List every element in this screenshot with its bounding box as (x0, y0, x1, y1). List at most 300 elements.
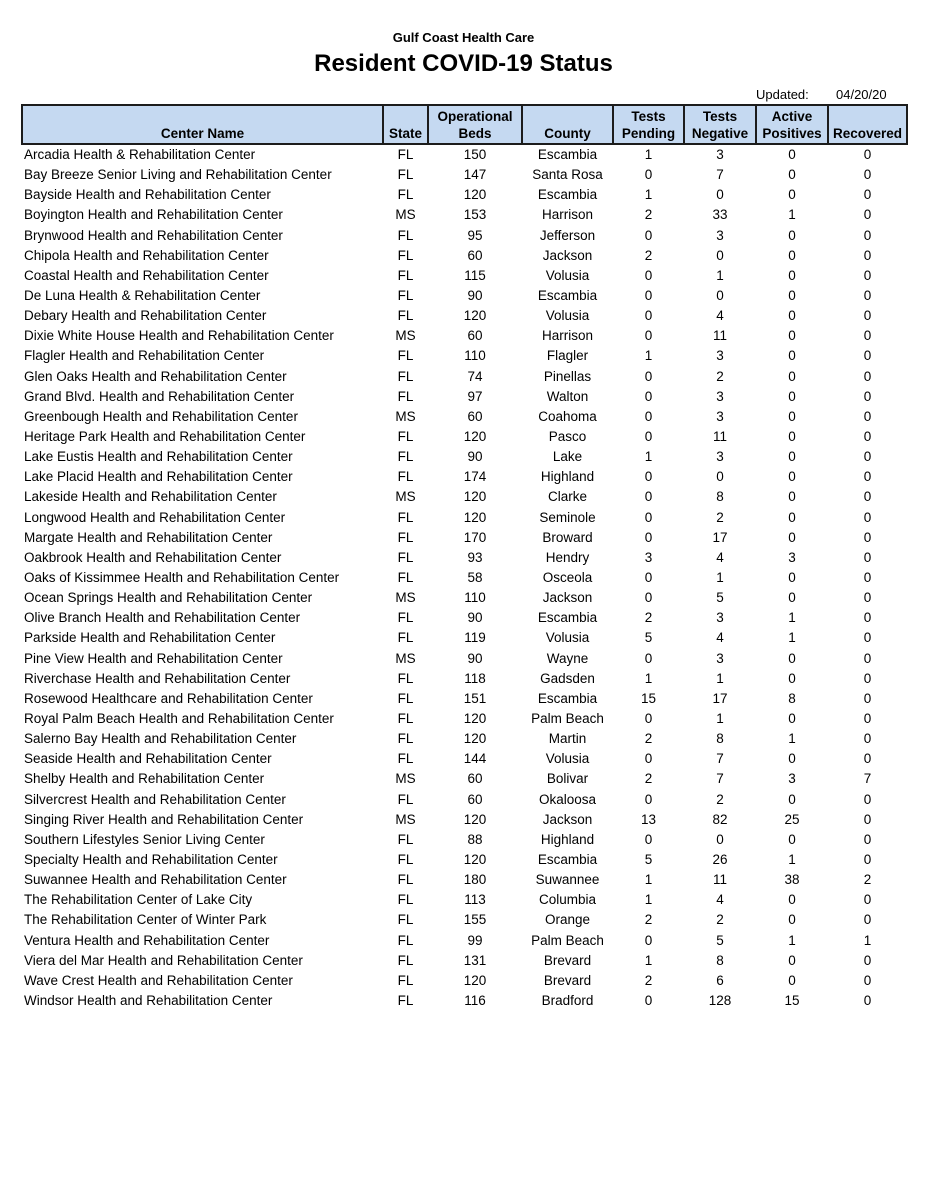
cell-recovered: 2 (863, 872, 872, 888)
cell-county: Jackson (542, 590, 593, 606)
cell-center-name: Lakeside Health and Rehabilitation Center (24, 489, 277, 505)
cell-operational-beds: 120 (463, 711, 487, 726)
cell-county: Bolivar (546, 771, 589, 787)
table-row (22, 165, 907, 185)
cell-recovered: 7 (863, 771, 872, 787)
cell-operational-beds: 60 (467, 247, 483, 263)
cell-active-positives: 0 (788, 489, 796, 505)
cell-tests-pending: 0 (644, 992, 653, 1008)
cell-recovered: 0 (863, 992, 872, 1008)
table-row (22, 830, 907, 850)
cell-state: FL (397, 892, 414, 908)
cell-tests-pending: 0 (644, 288, 653, 304)
cell-county: Gadsden (540, 670, 595, 686)
cell-tests-negative: 17 (712, 690, 728, 706)
cell-operational-beds: 151 (463, 690, 487, 706)
cell-tests-negative: 3 (716, 388, 724, 404)
cell-active-positives: 38 (784, 872, 800, 888)
cell-tests-negative: 3 (716, 227, 724, 243)
status-table (21, 104, 908, 1011)
cell-active-positives: 1 (788, 932, 796, 948)
cell-center-name: Olive Branch Health and Rehabilitation Center (24, 610, 301, 626)
cell-recovered: 0 (863, 791, 872, 807)
cell-tests-pending: 0 (644, 227, 653, 243)
cell-state: FL (397, 449, 414, 465)
cell-county: Escambia (537, 610, 598, 626)
cell-county: Suwannee (535, 872, 600, 888)
table-row (22, 991, 907, 1011)
cell-operational-beds: 120 (463, 972, 487, 988)
table-row (22, 810, 907, 830)
cell-recovered: 0 (863, 147, 872, 163)
table-row (22, 427, 907, 447)
table-row (22, 870, 907, 890)
cell-operational-beds: 180 (463, 872, 487, 888)
cell-tests-negative: 2 (716, 912, 724, 928)
table-header-row (22, 105, 907, 144)
column-header-operational-beds (428, 105, 522, 144)
cell-county: Pasco (548, 429, 587, 445)
cell-state: FL (397, 308, 414, 324)
cell-recovered: 0 (863, 851, 872, 867)
column-header-county: County (522, 105, 613, 144)
cell-tests-pending: 0 (644, 267, 653, 283)
cell-county: Santa Rosa (532, 167, 603, 183)
cell-tests-pending: 1 (644, 670, 653, 686)
cell-center-name: The Rehabilitation Center of Winter Park (24, 912, 267, 928)
cell-tests-pending: 0 (644, 509, 653, 525)
cell-state: FL (397, 952, 414, 968)
cell-state: FL (397, 670, 414, 686)
cell-tests-negative: 0 (716, 187, 724, 203)
cell-tests-pending: 15 (640, 690, 657, 706)
table-row (22, 689, 907, 709)
cell-tests-pending: 0 (644, 429, 653, 445)
cell-county: Martin (548, 731, 587, 747)
cell-center-name: Bay Breeze Senior Living and Rehabilitation Center (24, 167, 332, 183)
cell-county: Brevard (543, 952, 592, 968)
cell-active-positives: 8 (788, 690, 796, 706)
cell-center-name: Brynwood Health and Rehabilitation Center (24, 227, 283, 243)
cell-tests-negative: 8 (716, 489, 724, 505)
cell-tests-negative: 3 (716, 408, 724, 424)
cell-recovered: 0 (863, 469, 872, 485)
cell-state: FL (397, 147, 414, 163)
cell-tests-negative: 1 (716, 711, 724, 726)
cell-tests-pending: 0 (644, 570, 653, 586)
cell-center-name: Southern Lifestyles Senior Living Center (24, 831, 265, 847)
cell-operational-beds: 58 (467, 570, 483, 586)
cell-county: Escambia (537, 187, 598, 203)
cell-tests-pending: 0 (644, 831, 653, 847)
cell-state: FL (397, 630, 414, 646)
cell-county: Columbia (538, 892, 597, 908)
cell-center-name: Ventura Health and Rehabilitation Center (24, 932, 270, 948)
cell-center-name: The Rehabilitation Center of Lake City (24, 892, 253, 908)
cell-center-name: Riverchase Health and Rehabilitation Center (24, 670, 291, 686)
cell-operational-beds: 60 (467, 771, 483, 787)
cell-center-name: Windsor Health and Rehabilitation Center (24, 992, 273, 1008)
cell-tests-pending: 0 (644, 167, 653, 183)
cell-recovered: 0 (863, 590, 872, 606)
cell-operational-beds: 90 (467, 650, 483, 666)
cell-active-positives: 0 (788, 791, 796, 807)
cell-center-name: Oaks of Kissimmee Health and Rehabilitation Center (24, 570, 340, 586)
cell-active-positives: 0 (788, 167, 796, 183)
cell-tests-negative: 4 (716, 549, 724, 565)
cell-center-name: Margate Health and Rehabilitation Center (24, 529, 273, 545)
cell-center-name: Coastal Health and Rehabilitation Center (24, 267, 269, 283)
cell-operational-beds: 174 (463, 469, 487, 485)
cell-state: FL (397, 751, 414, 767)
cell-tests-negative: 128 (708, 992, 732, 1008)
cell-county: Volusia (545, 308, 590, 324)
cell-active-positives: 0 (788, 650, 796, 666)
cell-center-name: Pine View Health and Rehabilitation Center (24, 650, 283, 666)
cell-recovered: 0 (863, 187, 872, 203)
organization-name: Gulf Coast Health Care (392, 30, 535, 45)
cell-tests-pending: 1 (644, 872, 653, 888)
cell-active-positives: 0 (788, 288, 796, 304)
cell-center-name: Dixie White House Health and Rehabilitation Center (24, 328, 334, 344)
cell-county: Osceola (542, 570, 593, 586)
cell-tests-negative: 5 (716, 590, 724, 606)
cell-tests-negative: 4 (716, 892, 724, 908)
cell-county: Volusia (545, 751, 590, 767)
cell-tests-negative: 3 (716, 348, 724, 364)
cell-tests-negative: 7 (716, 771, 724, 787)
cell-tests-pending: 1 (644, 348, 653, 364)
cell-tests-pending: 1 (644, 147, 653, 163)
cell-tests-negative: 0 (716, 247, 724, 263)
cell-state: FL (397, 610, 414, 626)
cell-center-name: Wave Crest Health and Rehabilitation Center (24, 972, 293, 988)
cell-operational-beds: 155 (463, 912, 487, 928)
cell-active-positives: 3 (788, 549, 796, 565)
column-header-active-positives-line1: Active (771, 109, 813, 124)
cell-state: FL (397, 348, 414, 364)
table-row (22, 306, 907, 326)
cell-recovered: 0 (863, 388, 872, 404)
cell-tests-pending: 0 (644, 590, 653, 606)
cell-recovered: 0 (863, 429, 872, 445)
cell-recovered: 0 (863, 630, 872, 646)
cell-center-name: Ocean Springs Health and Rehabilitation Center (24, 590, 313, 606)
cell-county: Highland (540, 469, 595, 485)
cell-center-name: Longwood Health and Rehabilitation Center (24, 509, 286, 525)
cell-state: FL (397, 167, 414, 183)
cell-state: MS (395, 771, 416, 787)
cell-active-positives: 0 (788, 388, 796, 404)
cell-operational-beds: 74 (467, 368, 483, 384)
cell-operational-beds: 115 (464, 267, 486, 283)
cell-state: MS (395, 328, 416, 344)
cell-active-positives: 0 (788, 509, 796, 525)
table-row (22, 729, 907, 749)
cell-tests-pending: 0 (644, 791, 653, 807)
table-row (22, 346, 907, 366)
cell-active-positives: 1 (788, 851, 796, 867)
cell-recovered: 0 (863, 328, 872, 344)
table-row (22, 447, 907, 467)
cell-tests-negative: 7 (716, 751, 724, 767)
cell-state: FL (397, 851, 414, 867)
table-row (22, 588, 907, 608)
cell-state: MS (395, 650, 416, 666)
cell-operational-beds: 110 (464, 590, 486, 606)
table-row (22, 850, 907, 870)
cell-tests-pending: 2 (644, 771, 653, 787)
cell-tests-pending: 3 (644, 549, 653, 565)
cell-operational-beds: 60 (467, 328, 483, 344)
cell-state: FL (397, 912, 414, 928)
table-body (22, 144, 907, 1011)
cell-operational-beds: 120 (463, 429, 487, 445)
cell-tests-pending: 5 (644, 630, 653, 646)
cell-state: FL (397, 429, 414, 445)
cell-center-name: Suwannee Health and Rehabilitation Center (24, 872, 287, 888)
cell-operational-beds: 90 (467, 449, 483, 465)
table-row (22, 709, 907, 729)
cell-recovered: 0 (863, 952, 872, 968)
table-row (22, 467, 907, 487)
cell-active-positives: 0 (788, 247, 796, 263)
cell-operational-beds: 120 (463, 731, 487, 747)
cell-operational-beds: 120 (463, 851, 487, 867)
table-row (22, 407, 907, 427)
table-row (22, 951, 907, 971)
table-row (22, 568, 907, 588)
column-header-tests-negative (684, 105, 756, 144)
cell-county: Palm Beach (531, 711, 604, 726)
cell-tests-negative: 0 (716, 831, 724, 847)
cell-tests-negative: 11 (712, 328, 727, 344)
column-header-center-name: Center Name (22, 105, 383, 144)
cell-tests-negative: 0 (716, 469, 724, 485)
cell-tests-pending: 0 (644, 388, 653, 404)
cell-recovered: 0 (863, 509, 872, 525)
table-row (22, 910, 907, 930)
cell-state: FL (397, 288, 414, 304)
cell-center-name: Bayside Health and Rehabilitation Center (24, 187, 271, 203)
cell-tests-pending: 2 (644, 610, 653, 626)
table-row (22, 790, 907, 810)
cell-tests-negative: 11 (712, 429, 727, 445)
column-header-active-positives-line2: Positives (762, 126, 822, 141)
table-row (22, 266, 907, 286)
cell-active-positives: 0 (788, 952, 796, 968)
cell-active-positives: 0 (788, 529, 796, 545)
table-row (22, 387, 907, 407)
cell-county: Wayne (546, 650, 589, 666)
cell-tests-pending: 0 (644, 751, 653, 767)
cell-operational-beds: 90 (467, 288, 483, 304)
table-row (22, 608, 907, 628)
cell-operational-beds: 60 (467, 791, 483, 807)
cell-tests-pending: 0 (644, 932, 653, 948)
cell-county: Jackson (542, 247, 593, 263)
cell-recovered: 0 (863, 167, 872, 183)
cell-recovered: 0 (863, 670, 872, 686)
cell-recovered: 0 (863, 288, 872, 304)
column-header-recovered: Recovered (828, 105, 907, 144)
cell-operational-beds: 97 (467, 388, 483, 404)
cell-active-positives: 0 (788, 227, 796, 243)
cell-center-name: Shelby Health and Rehabilitation Center (24, 771, 265, 787)
cell-center-name: Parkside Health and Rehabilitation Center (24, 630, 276, 646)
cell-active-positives: 0 (788, 570, 796, 586)
cell-tests-negative: 3 (716, 147, 724, 163)
cell-county: Harrison (541, 328, 593, 344)
cell-state: MS (395, 489, 416, 505)
cell-active-positives: 0 (788, 972, 796, 988)
cell-active-positives: 0 (788, 429, 796, 445)
cell-center-name: Viera del Mar Health and Rehabilitation Center (24, 952, 303, 968)
cell-county: Harrison (541, 207, 593, 223)
cell-center-name: Singing River Health and Rehabilitation Center (24, 811, 304, 827)
column-header-active-positives (756, 105, 828, 144)
cell-state: FL (397, 509, 414, 525)
cell-operational-beds: 120 (463, 308, 487, 324)
cell-state: FL (397, 831, 414, 847)
cell-tests-pending: 2 (644, 972, 653, 988)
cell-tests-negative: 4 (716, 308, 724, 324)
cell-active-positives: 0 (788, 670, 796, 686)
cell-active-positives: 0 (788, 408, 796, 424)
cell-recovered: 0 (863, 650, 872, 666)
cell-county: Broward (542, 529, 593, 545)
table-row (22, 548, 907, 568)
cell-recovered: 0 (863, 207, 872, 223)
cell-active-positives: 0 (788, 328, 796, 344)
cell-tests-pending: 2 (644, 247, 653, 263)
cell-operational-beds: 120 (463, 489, 487, 505)
cell-tests-pending: 0 (644, 308, 653, 324)
table-row (22, 367, 907, 387)
page-title: Resident COVID-19 Status (314, 50, 613, 77)
cell-county: Escambia (537, 851, 598, 867)
cell-center-name: Silvercrest Health and Rehabilitation Center (24, 791, 286, 807)
cell-state: FL (397, 690, 414, 706)
cell-recovered: 0 (863, 247, 872, 263)
column-header-tests-negative-line1: Tests (702, 109, 738, 124)
cell-recovered: 0 (863, 831, 872, 847)
cell-tests-pending: 5 (644, 851, 653, 867)
cell-active-positives: 0 (788, 348, 796, 364)
cell-county: Escambia (537, 147, 598, 163)
cell-tests-negative: 26 (712, 851, 728, 867)
cell-active-positives: 1 (788, 630, 796, 646)
cell-tests-negative: 8 (716, 731, 724, 747)
cell-active-positives: 0 (788, 751, 796, 767)
cell-tests-negative: 2 (716, 791, 724, 807)
cell-state: MS (395, 207, 416, 223)
column-header-tests-negative-line2: Negative (691, 126, 749, 141)
cell-tests-negative: 1 (716, 267, 724, 283)
cell-recovered: 0 (863, 529, 872, 545)
column-header-tests-pending-line1: Tests (631, 109, 666, 124)
cell-tests-negative: 1 (716, 570, 724, 586)
cell-county: Highland (540, 831, 595, 847)
cell-operational-beds: 110 (464, 348, 486, 364)
cell-active-positives: 1 (788, 610, 796, 626)
cell-center-name: Debary Health and Rehabilitation Center (24, 308, 267, 324)
table-row (22, 144, 907, 165)
cell-recovered: 0 (863, 690, 872, 706)
cell-tests-pending: 2 (644, 912, 653, 928)
cell-active-positives: 0 (788, 711, 796, 726)
cell-state: FL (397, 549, 414, 565)
cell-county: Walton (546, 388, 589, 404)
cell-county: Pinellas (543, 368, 592, 384)
cell-county: Brevard (543, 972, 592, 988)
cell-state: MS (395, 811, 416, 827)
cell-tests-pending: 0 (644, 711, 653, 726)
cell-state: FL (397, 932, 414, 948)
cell-operational-beds: 170 (463, 529, 487, 545)
cell-recovered: 0 (863, 408, 872, 424)
cell-center-name: Chipola Health and Rehabilitation Center (24, 247, 269, 263)
cell-state: FL (397, 711, 414, 726)
cell-recovered: 0 (863, 751, 872, 767)
cell-center-name: Greenbough Health and Rehabilitation Center (24, 408, 298, 424)
cell-recovered: 0 (863, 711, 872, 726)
cell-tests-negative: 17 (712, 529, 728, 545)
cell-tests-pending: 1 (644, 892, 653, 908)
table-row (22, 890, 907, 910)
cell-active-positives: 0 (788, 368, 796, 384)
cell-tests-negative: 2 (716, 509, 724, 525)
cell-recovered: 0 (863, 368, 872, 384)
cell-tests-pending: 1 (644, 187, 653, 203)
cell-recovered: 0 (863, 912, 872, 928)
cell-county: Bradford (541, 992, 594, 1008)
cell-recovered: 0 (863, 449, 872, 465)
cell-active-positives: 15 (784, 992, 800, 1008)
cell-active-positives: 0 (788, 590, 796, 606)
cell-state: FL (397, 247, 414, 263)
cell-tests-pending: 2 (644, 731, 653, 747)
cell-state: FL (397, 388, 414, 404)
cell-center-name: Oakbrook Health and Rehabilitation Center (24, 549, 282, 565)
cell-tests-negative: 3 (716, 650, 724, 666)
cell-active-positives: 0 (788, 267, 796, 283)
table-row (22, 205, 907, 225)
cell-recovered: 0 (863, 731, 872, 747)
cell-recovered: 0 (863, 570, 872, 586)
table-row (22, 326, 907, 346)
cell-center-name: Royal Palm Beach Health and Rehabilitation Center (24, 711, 334, 726)
cell-county: Seminole (539, 509, 596, 525)
column-header-state: State (383, 105, 428, 144)
cell-active-positives: 0 (788, 831, 796, 847)
cell-recovered: 0 (863, 348, 872, 364)
cell-tests-negative: 5 (716, 932, 724, 948)
cell-tests-negative: 33 (712, 207, 728, 223)
cell-operational-beds: 113 (464, 892, 486, 908)
cell-active-positives: 0 (788, 912, 796, 928)
cell-county: Lake (552, 449, 583, 465)
cell-active-positives: 0 (788, 892, 796, 908)
cell-center-name: Grand Blvd. Health and Rehabilitation Center (24, 388, 295, 404)
cell-operational-beds: 118 (464, 670, 486, 686)
cell-tests-pending: 2 (644, 207, 653, 223)
cell-tests-pending: 0 (644, 368, 653, 384)
table-row (22, 246, 907, 266)
table-row (22, 528, 907, 548)
cell-center-name: Salerno Bay Health and Rehabilitation Center (24, 731, 297, 747)
cell-county: Jackson (542, 811, 593, 827)
